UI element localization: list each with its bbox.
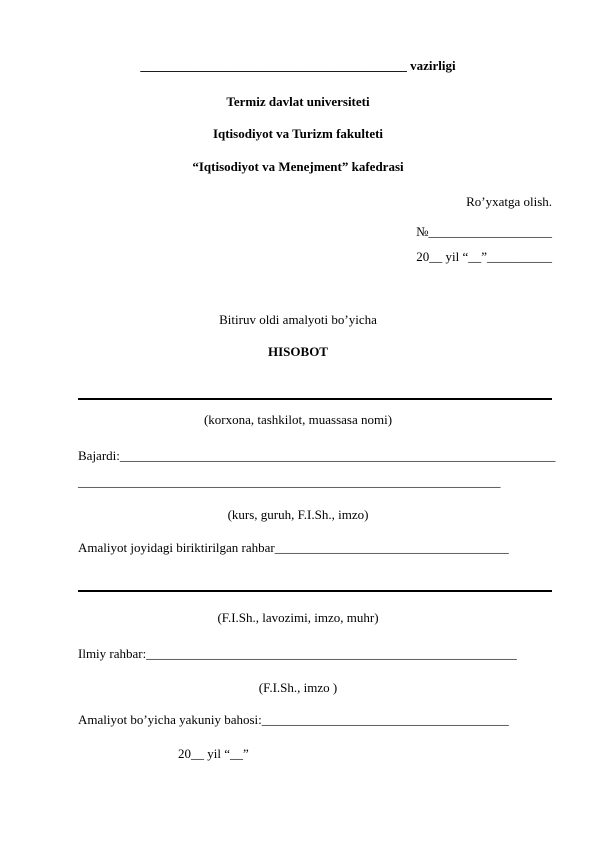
- registration-label: Ro’yxatga olish.: [466, 194, 552, 209]
- registration-number: №___________________: [416, 224, 552, 239]
- organization-caption: (korxona, tashkilot, muassasa nomi): [203, 412, 393, 427]
- report-title: HISOBOT: [268, 344, 328, 359]
- registration-date: 20__ yil “__”__________: [416, 249, 552, 264]
- ministry-line: _________________________________________ vazirligi: [140, 58, 456, 73]
- scientific-supervisor-field: Ilmiy rahbar:_________________________________________________________: [78, 646, 517, 661]
- faculty-name: Iqtisodiyot va Turizm fakulteti: [212, 126, 384, 141]
- department-name: “Iqtisodiyot va Menejment” kafedrasi: [192, 159, 404, 174]
- scientific-supervisor-caption: (F.I.Sh., imzo ): [258, 680, 338, 695]
- organization-rule: [78, 398, 552, 400]
- bajardi-field: Bajardi:___________________________________________________________________: [78, 448, 556, 463]
- final-date: 20__ yil “__”: [178, 746, 249, 761]
- site-supervisor-caption: (F.I.Sh., lavozimi, imzo, muhr): [217, 610, 379, 625]
- report-subtitle: Bitiruv oldi amalyoti bo’yicha: [219, 312, 377, 327]
- site-supervisor-rule: [78, 590, 552, 592]
- final-grade-field: Amaliyot bo’yicha yakuniy bahosi:______________________________________: [78, 712, 509, 727]
- site-supervisor-field: Amaliyot joyidagi biriktirilgan rahbar____________________________________: [78, 540, 509, 555]
- university-name: Termiz davlat universiteti: [226, 94, 370, 109]
- bajardi-continuation: _________________________________________________________________: [78, 474, 501, 489]
- student-caption: (kurs, guruh, F.I.Sh., imzo): [227, 507, 369, 522]
